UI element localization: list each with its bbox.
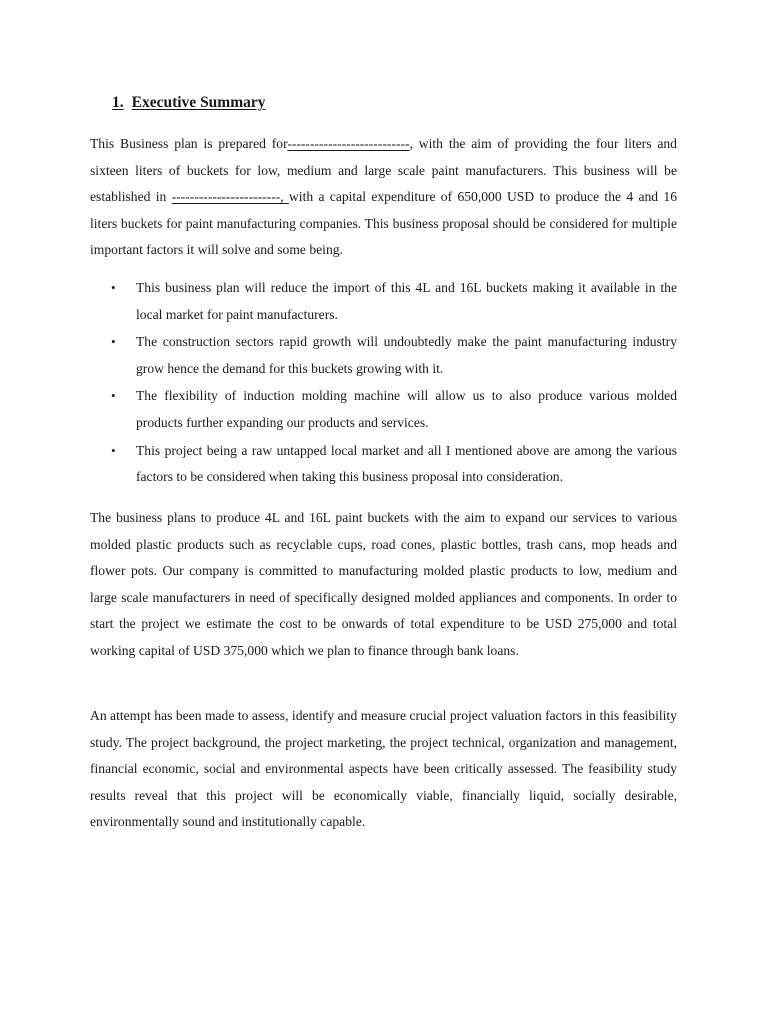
section-number: 1. xyxy=(112,94,124,111)
bullet-item xyxy=(90,275,677,328)
bullet-icon: • xyxy=(111,334,116,350)
bullet-text: The construction sectors rapid growth will undoubtedly make the paint manufacturing industry grow hence the demand for this buckets growing with it. xyxy=(136,334,677,376)
section-title: Executive Summary xyxy=(131,94,266,111)
location-blank: ------------------------, xyxy=(171,189,289,205)
intro-text-1: This Business plan is prepared for xyxy=(90,136,288,151)
intro-text-3: with a capital expenditure of 650,000 USD to produce the 4 and 16 liters buckets for paint manufacturing companies. This business proposal should be considered for multiple important factors it will solve and some being. xyxy=(90,189,677,258)
business-plan-paragraph: The business plans to produce 4L and 16L paint buckets with the aim to expand our services to various molded plastic products such as recyclable cups, road cones, plastic bottles, trash cans, mop heads and flower pots. Our company is committed to manufacturing molded plastic products to low, medium and large scale manufacturers in need of specifically designed molded appliances and components. In order to start the project we estimate the cost to be onwards of total expenditure to be USD 275,000 and total working capital of USD 375,000 which we plan to finance through bank loans. xyxy=(90,510,677,658)
bullet-text: This business plan will reduce the import of this 4L and 16L buckets making it available in the local market for paint manufacturers. xyxy=(136,280,677,322)
bullet-icon: • xyxy=(111,442,116,458)
bullet-icon: • xyxy=(111,388,116,404)
bullet-item xyxy=(90,383,677,436)
bullet-item xyxy=(90,329,677,382)
intro-paragraph xyxy=(90,131,677,264)
bullet-text: This project being a raw untapped local market and all I mentioned above are among the various factors to be considered when taking this business proposal into consideration. xyxy=(136,442,677,485)
bullet-text: The flexibility of induction molding machine will allow us to also produce various molded products further expanding our products and services. xyxy=(136,388,677,430)
intro-text-2: , with the aim of providing the four liters and sixteen liters of buckets for low, medium and large scale paint manufacturers. This business will be established in xyxy=(90,136,677,205)
bullet-icon: • xyxy=(111,280,116,295)
factors-bullet-list xyxy=(90,275,677,492)
feasibility-paragraph: An attempt has been made to assess, identify and measure crucial project valuation factors in this feasibility study. The project background, the project marketing, the project technical, organization and management, financial economic, social and environmental aspects have been critically assessed. The feasibility study results reveal that this project will be economically viable, financially liquid, socially desirable, environmentally sound and institutionally capable. xyxy=(90,708,677,830)
bullet-item xyxy=(90,438,677,491)
section-heading xyxy=(112,94,266,112)
client-name-blank: --------------------------- xyxy=(287,136,410,151)
